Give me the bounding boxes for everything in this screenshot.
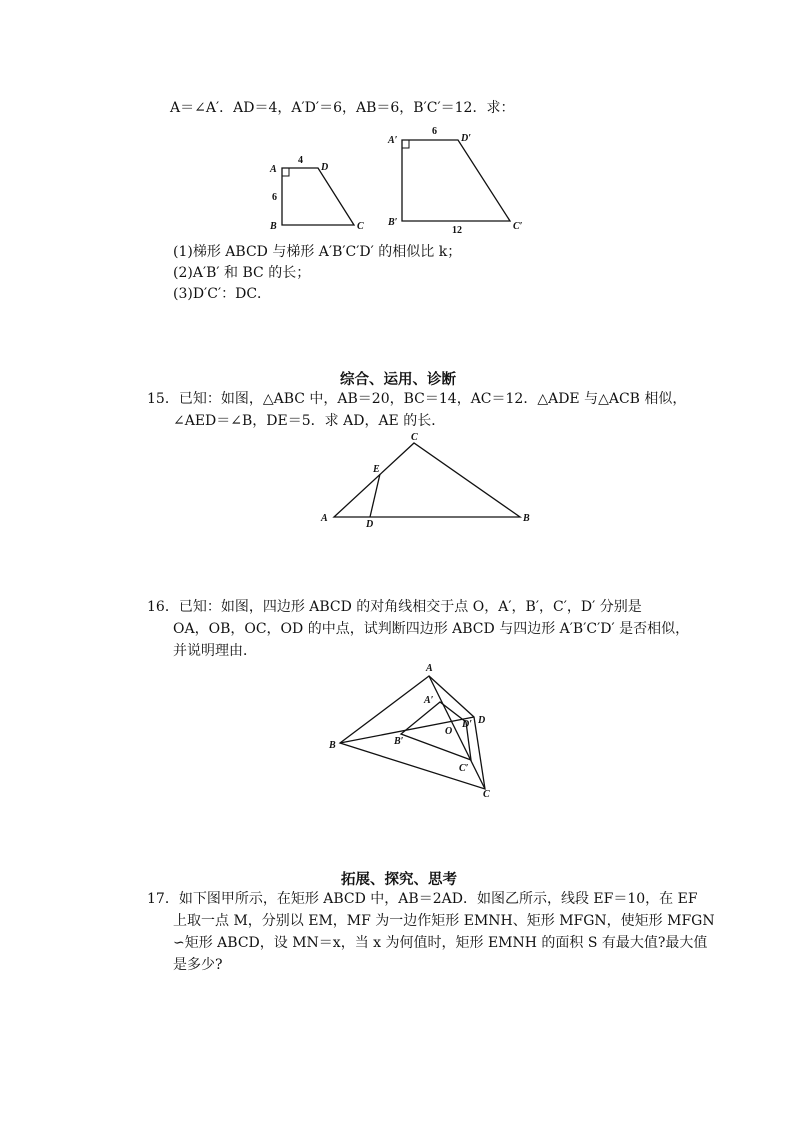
problem14-q3: (3)D′C′：DC．	[173, 286, 272, 302]
label-small-b: B	[270, 221, 277, 232]
label-16-a1: A′	[424, 695, 434, 706]
trapezoid-a1b1c1d1	[402, 140, 510, 221]
section-heading-mid: 综合、运用、诊断	[340, 372, 456, 388]
segment-de	[370, 474, 380, 517]
label-small-c: C	[357, 221, 364, 232]
problem17-line4: 是多少?	[173, 957, 223, 973]
problem16-line2: OA，OB，OC，OD 的中点，试判断四边形 ABCD 与四边形 A′B′C′D′ 是否相似，	[173, 621, 690, 637]
problem16-line3: 并说明理由．	[173, 643, 257, 659]
label-small-top: 4	[298, 155, 303, 166]
problem17-line2: 上取一点 M，分别以 EM，MF 为一边作矩形 EMNH、矩形 MFGN，使矩形 MFGN	[173, 913, 715, 929]
label-16-b: B	[329, 740, 336, 751]
problem16-line1: 16．已知：如图，四边形 ABCD 的对角线相交于点 O，A′，B′，C′，D′ 分别是	[147, 599, 642, 615]
label-16-o: O	[445, 726, 453, 737]
section-heading-end: 拓展、探究、思考	[341, 872, 457, 888]
label-16-c: C	[483, 789, 490, 800]
label-large-c: C′	[513, 221, 523, 232]
label-15-a: A	[321, 513, 328, 524]
triangle-acb	[334, 443, 520, 517]
label-large-d: D′	[461, 133, 472, 144]
label-large-top: 6	[432, 126, 437, 137]
label-15-d: D	[366, 519, 374, 530]
problem14-q1: (1)梯形 ABCD 与梯形 A′B′C′D′ 的相似比 k；	[173, 244, 462, 260]
diagonal-bd	[340, 717, 474, 743]
label-16-d: D	[478, 715, 486, 726]
label-large-b: B′	[388, 217, 398, 228]
trapezoid-abcd	[282, 168, 354, 225]
problem17-line1: 17．如下图甲所示，在矩形 ABCD 中，AB＝2AD．如图乙所示，线段 EF＝10，在 EF	[147, 891, 698, 907]
label-small-d: D	[321, 162, 329, 173]
label-15-e: E	[373, 464, 380, 475]
label-15-c: C	[411, 432, 418, 443]
label-16-a: A	[426, 663, 433, 674]
label-small-left: 6	[272, 192, 277, 203]
problem15-line2: ∠AED＝∠B，DE＝5．求 AD，AE 的长．	[173, 413, 446, 429]
label-15-b: B	[523, 513, 530, 524]
right-angle-mark-a	[282, 168, 289, 176]
problem17-line3: ∽矩形 ABCD，设 MN＝x，当 x 为何值时，矩形 EMNH 的面积 S 有最大值?最大值	[173, 935, 708, 951]
label-large-bottom: 12	[452, 225, 462, 236]
right-angle-mark-a1	[402, 140, 409, 148]
quadrilateral-a1b1c1d1	[401, 702, 471, 760]
problem14-intro: A＝∠A′．AD＝4，A′D′＝6，AB＝6，B′C′＝12．求：	[170, 100, 515, 116]
label-small-a: A	[270, 164, 277, 175]
label-16-c1: C′	[459, 763, 469, 774]
diagonal-ac	[429, 676, 485, 789]
quadrilateral-abcd	[340, 676, 485, 789]
label-16-b1: B′	[394, 736, 404, 747]
problem15-line1: 15．已知：如图，△ABC 中，AB＝20，BC＝14，AC＝12．△ADE 与△ACB 相似，	[147, 391, 687, 407]
problem14-q2: (2)A′B′ 和 BC 的长；	[173, 265, 311, 281]
label-large-a: A′	[388, 135, 398, 146]
label-16-d1: D′	[462, 719, 473, 730]
